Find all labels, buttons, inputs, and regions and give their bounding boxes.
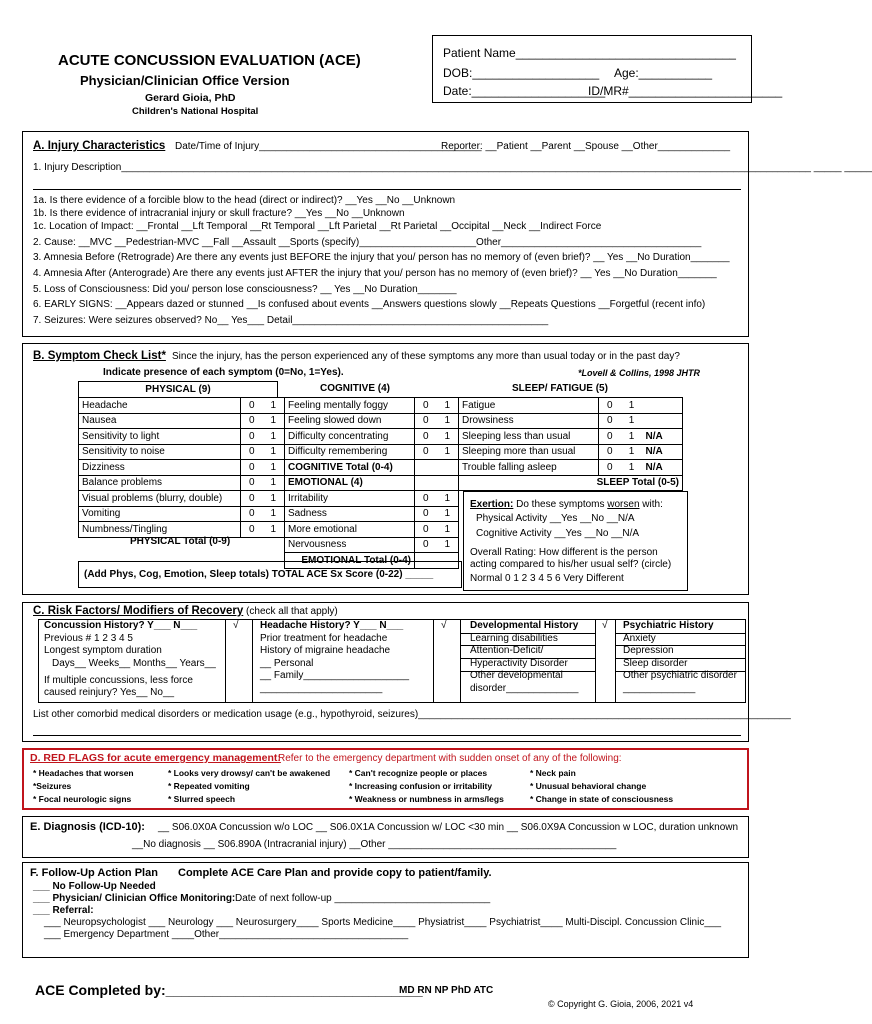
risk-item[interactable]: Other psychiatric disorder: [623, 670, 737, 681]
red-flag-item: * Slurred speech: [168, 794, 236, 804]
score-0[interactable]: 0: [241, 444, 263, 460]
na-cell: [643, 413, 683, 429]
score-0[interactable]: 0: [599, 444, 621, 460]
red-flag-item: *Seizures: [33, 781, 72, 791]
score-1[interactable]: 1: [263, 491, 285, 507]
empty-cell: [263, 537, 285, 553]
cognitive-activity-field[interactable]: Cognitive Activity __Yes __No __N/A: [476, 528, 640, 539]
risk-item[interactable]: Attention-Deficit/: [470, 645, 544, 656]
id-field[interactable]: ID/MR#_______________________: [588, 84, 783, 98]
na-cell: N/A: [643, 444, 683, 460]
grid-divider: [460, 633, 595, 634]
organization: Children's National Hospital: [132, 106, 259, 117]
red-flag-item: * Can't recognize people or places: [349, 768, 488, 778]
score-1[interactable]: 1: [437, 398, 459, 414]
total-cell[interactable]: [437, 460, 459, 476]
table-row: [79, 460, 683, 476]
na-cell: N/A: [643, 429, 683, 445]
emotional-header: EMOTIONAL (4): [285, 475, 415, 491]
score-0[interactable]: 0: [599, 429, 621, 445]
grid-divider: [615, 619, 616, 703]
red-flag-item: * Change in state of consciousness: [530, 794, 674, 804]
risk-item[interactable]: Previous # 1 2 3 4 5: [44, 632, 133, 644]
q3-amnesia-before[interactable]: 3. Amnesia Before (Retrograde) Are there any events just BEFORE the injury that you/ person has no memory of (even brief)? __ Yes __No Duration_______: [33, 252, 730, 263]
risk-item[interactable]: Sleep disorder: [623, 657, 688, 669]
exertion-question: Exertion: Do these symptoms worsen with:: [470, 499, 663, 510]
risk-item[interactable]: History of migraine headache: [260, 645, 391, 656]
grid-divider: [460, 658, 595, 659]
score-1[interactable]: 1: [437, 429, 459, 445]
headache-column: [260, 620, 430, 695]
empty-cell: [415, 475, 437, 491]
physical-symptom: Sensitivity to noise: [79, 444, 241, 460]
score-1[interactable]: 1: [621, 398, 643, 414]
table-row: [79, 429, 683, 445]
comorbid-field[interactable]: List other comorbid medical disorders or medication usage (e.g., hypothyroid, seizures)___________________________________________________________________: [33, 709, 791, 720]
risk-item[interactable]: __ Family___________________: [260, 670, 410, 681]
risk-item[interactable]: Prior treatment for headache: [260, 632, 388, 644]
description-underline: [33, 189, 741, 190]
risk-item[interactable]: Developmental History: [470, 620, 579, 631]
age-field[interactable]: Age:___________: [614, 66, 713, 80]
score-0[interactable]: 0: [415, 398, 437, 414]
grid-divider: [460, 645, 595, 646]
score-1[interactable]: 1: [263, 522, 285, 538]
indicate-instructions: Indicate presence of each symptom (0=No, 1=Yes).: [103, 367, 344, 378]
physical-symptom: Balance problems: [79, 475, 241, 491]
copyright: © Copyright G. Gioia, 2006, 2021 v4: [548, 999, 694, 1009]
score-0[interactable]: 0: [599, 460, 621, 476]
injury-datetime-field[interactable]: Date/Time of Injury________________________________________: [175, 141, 482, 152]
emotional-symptom: More emotional: [285, 522, 415, 538]
score-0[interactable]: 0: [241, 429, 263, 445]
q7-seizures[interactable]: 7. Seizures: Were seizures observed? No__ Yes___ Detail______________________________________________: [33, 315, 549, 326]
score-0[interactable]: 0: [599, 398, 621, 414]
table-row: [79, 475, 683, 491]
check-column-header: √: [233, 620, 239, 631]
risk-item[interactable]: Anxiety: [623, 632, 656, 644]
score-0[interactable]: 0: [415, 444, 437, 460]
score-0[interactable]: 0: [415, 413, 437, 429]
risk-item[interactable]: Hyperactivity Disorder: [470, 657, 568, 669]
multiple-concussions-field[interactable]: If multiple concussions, less force caused reinjury? Yes__ No__: [44, 675, 193, 698]
score-0[interactable]: 0: [415, 537, 437, 553]
form-title: ACUTE CONCUSSION EVALUATION (ACE): [58, 52, 361, 69]
red-flag-item: * Looks very drowsy/ can't be awakened: [168, 768, 331, 778]
score-1[interactable]: 1: [437, 444, 459, 460]
score-0[interactable]: 0: [241, 491, 263, 507]
score-0[interactable]: 0: [241, 460, 263, 476]
author: Gerard Gioia, PhD: [145, 92, 236, 104]
red-flag-item: * Focal neurologic signs: [33, 794, 132, 804]
completed-by-field[interactable]: ACE Completed by:_________________________________: [35, 982, 423, 998]
red-flag-item: * Headaches that worsen: [33, 768, 134, 778]
score-1[interactable]: 1: [621, 460, 643, 476]
section-a-title: A. Injury Characteristics: [33, 140, 166, 152]
table-row: [79, 444, 683, 460]
score-1[interactable]: 1: [437, 522, 459, 538]
risk-item[interactable]: Longest symptom duration: [44, 645, 162, 656]
physical-symptom: Sensitivity to light: [79, 429, 241, 445]
grid-divider: [252, 619, 253, 703]
grid-divider: [595, 619, 596, 703]
reporter-field[interactable]: Reporter: __Patient __Parent __Spouse __Other_____________: [441, 141, 731, 152]
cognitive-symptom: Difficulty remembering: [285, 444, 415, 460]
score-1[interactable]: 1: [263, 460, 285, 476]
q1b[interactable]: 1b. Is there evidence of intracranial injury or skull fracture? __Yes __No __Unknown: [33, 208, 405, 219]
risk-item[interactable]: Days__ Weeks__ Months__ Years__: [52, 657, 216, 669]
sleep-symptom: Sleeping more than usual: [459, 444, 599, 460]
empty-cell: [241, 537, 263, 553]
form-subtitle: Physician/Clinician Office Version: [80, 73, 290, 88]
sleep-total: SLEEP Total (0-5): [459, 475, 683, 491]
followup-none[interactable]: ___ No Follow-Up Needed: [33, 881, 156, 892]
risk-item[interactable]: Concussion History? Y___ N___: [44, 620, 198, 631]
physical-symptom: Headache: [79, 398, 241, 414]
followup-office-date[interactable]: Date of next follow-up ____________________________: [235, 893, 491, 904]
score-1[interactable]: 1: [621, 429, 643, 445]
referral-options[interactable]: ___ Neuropsychologist ___ Neurology ___ Neurosurgery____ Sports Medicine____ Physiatrist____ Psychiatrist____ Multi-Discipl. Concussion Clinic___: [44, 917, 722, 928]
risk-item[interactable]: ______________________: [260, 682, 383, 694]
physical-symptom: Numbness/Tingling: [79, 522, 241, 538]
score-1[interactable]: 1: [621, 413, 643, 429]
score-0[interactable]: 0: [415, 506, 437, 522]
score-0[interactable]: 0: [241, 506, 263, 522]
risk-item[interactable]: __ Personal: [260, 657, 314, 669]
concussion-column: [44, 620, 244, 670]
physical-symptom: Visual problems (blurry, double): [79, 491, 241, 507]
followup-office[interactable]: ___ Physician/ Clinician Office Monitoring:: [33, 893, 236, 904]
score-1[interactable]: 1: [437, 506, 459, 522]
citation: *Lovell & Collins, 1998 JHTR: [578, 368, 701, 378]
grid-divider: [615, 645, 746, 646]
score-0[interactable]: 0: [415, 429, 437, 445]
risk-item[interactable]: disorder_____________: [470, 682, 579, 694]
risk-item[interactable]: Learning disabilities: [470, 632, 558, 644]
emotional-symptom: Sadness: [285, 506, 415, 522]
section-b-intro: Since the injury, has the person experienced any of these symptoms any more than usual today or in the past day?: [172, 351, 680, 362]
physical-symptom: Vomiting: [79, 506, 241, 522]
sleep-symptom: Fatigue: [459, 398, 599, 414]
sleep-symptom: Drowsiness: [459, 413, 599, 429]
sleep-symptom: Trouble falling asleep: [459, 460, 599, 476]
red-flag-item: * Repeated vomiting: [168, 781, 250, 791]
referral-er[interactable]: ___ Emergency Department ____Other__________________________________: [44, 929, 409, 940]
physical-table: [78, 381, 278, 398]
score-0[interactable]: 0: [415, 522, 437, 538]
q2-cause[interactable]: 2. Cause: __MVC __Pedestrian-MVC __Fall __Assault __Sports (specify)_____________________Other____________________________________: [33, 237, 702, 248]
grid-divider: [225, 619, 226, 703]
grid-divider: [460, 619, 461, 703]
q6-early-signs[interactable]: 6. EARLY SIGNS: __Appears dazed or stunned __Is confused about events __Answers questions slowly __Repeats Questions __Forgetful (recent info): [33, 299, 706, 310]
red-flag-item: * Weakness or numbness in arms/legs: [349, 794, 504, 804]
q5-loc[interactable]: 5. Loss of Consciousness: Did you/ person lose consciousness? __ Yes __No Duration_______: [33, 284, 457, 295]
risk-item[interactable]: _____________: [623, 682, 696, 694]
total-ace-score[interactable]: (Add Phys, Cog, Emotion, Sleep totals) TOTAL ACE Sx Score (0-22) _____: [84, 569, 434, 580]
section-f-title: F. Follow-Up Action Plan: [30, 867, 158, 879]
cognitive-symptom: Feeling mentally foggy: [285, 398, 415, 414]
score-1[interactable]: 1: [263, 429, 285, 445]
credentials[interactable]: MD RN NP PhD ATC: [399, 985, 494, 996]
score-0[interactable]: 0: [241, 413, 263, 429]
emotional-symptom: Irritability: [285, 491, 415, 507]
score-1[interactable]: 1: [263, 506, 285, 522]
risk-item[interactable]: Psychiatric History: [623, 620, 714, 631]
grid-divider: [433, 619, 434, 703]
patient-name-field[interactable]: Patient Name_________________________________: [443, 46, 736, 60]
risk-item[interactable]: Other developmental: [470, 670, 563, 681]
red-flag-item: * Unusual behavioral change: [530, 781, 647, 791]
dob-field[interactable]: DOB:___________________: [443, 66, 600, 80]
date-field[interactable]: Date:____________________: [443, 84, 606, 98]
physical-symptom: Dizziness: [79, 460, 241, 476]
section-d-title: D. RED FLAGS for acute emergency management:: [30, 752, 281, 764]
diagnosis-options-2[interactable]: __No diagnosis __ S06.890A (Intracranial injury) __Other _________________________________________: [132, 839, 617, 850]
physical-total: PHYSICAL Total (0-9): [130, 536, 231, 547]
q1c[interactable]: 1c. Location of Impact: __Frontal __Lft Temporal __Rt Temporal __Lft Parietal __Rt Parietal __Occipital __Neck __Indirect Force: [33, 221, 602, 232]
overall-rating-scale[interactable]: Normal 0 1 2 3 4 5 6 Very Different: [470, 573, 624, 584]
table-row: [79, 398, 683, 414]
empty-cell: [437, 475, 459, 491]
na-cell: [643, 398, 683, 414]
risk-item[interactable]: Headache History? Y___ N___: [260, 620, 404, 631]
score-1[interactable]: 1: [263, 444, 285, 460]
cognitive-total: COGNITIVE Total (0-4): [285, 460, 415, 476]
red-flag-item: * Increasing confusion or irritability: [349, 781, 493, 791]
physical-activity-field[interactable]: Physical Activity __Yes __No __N/A: [476, 513, 635, 524]
physical-header: PHYSICAL (9): [79, 382, 278, 398]
score-0[interactable]: 0: [241, 475, 263, 491]
emotional-total: EMOTIONAL Total (0-4): [285, 553, 415, 569]
na-cell: N/A: [643, 460, 683, 476]
q4-amnesia-after[interactable]: 4. Amnesia After (Anterograde) Are there any events just AFTER the injury that you/ person has no memory of (even brief)? __ Yes __No Duration_______: [33, 268, 717, 279]
section-b-title: B. Symptom Check List*: [33, 350, 166, 362]
check-column-header: √: [602, 620, 608, 631]
section-c-title: C. Risk Factors/ Modifiers of Recovery (check all that apply): [33, 605, 338, 617]
check-column-header: √: [441, 620, 447, 631]
score-1[interactable]: 1: [621, 444, 643, 460]
score-1[interactable]: 1: [263, 413, 285, 429]
grid-divider: [615, 671, 746, 672]
score-0[interactable]: 0: [241, 398, 263, 414]
q1a[interactable]: 1a. Is there evidence of a forcible blow to the head (direct or indirect)? __Yes __No __Unknown: [33, 195, 456, 206]
score-1[interactable]: 1: [263, 475, 285, 491]
overall-rating: Overall Rating: How different is the person acting compared to his/her usual self? (circle): [470, 547, 672, 570]
cognitive-symptom: Difficulty concentrating: [285, 429, 415, 445]
cognitive-header: COGNITIVE (4): [320, 383, 391, 394]
injury-description-field[interactable]: 1. Injury Description____________________________________________________________________________________________________________________________ _____ _____: [33, 162, 872, 173]
score-0[interactable]: 0: [599, 413, 621, 429]
sleep-symptom: Sleeping less than usual: [459, 429, 599, 445]
score-1[interactable]: 1: [437, 491, 459, 507]
emotional-symptom: Nervousness: [285, 537, 415, 553]
cognitive-symptom: Feeling slowed down: [285, 413, 415, 429]
sleep-header: SLEEP/ FATIGUE (5): [512, 383, 608, 394]
risk-item[interactable]: Depression: [623, 645, 674, 656]
section-d-intro: Refer to the emergency department with sudden onset of any of the following:: [278, 753, 622, 764]
section-e-title: E. Diagnosis (ICD-10):: [30, 821, 145, 833]
grid-divider: [615, 658, 746, 659]
comorbid-underline: [33, 735, 741, 736]
score-0[interactable]: 0: [241, 522, 263, 538]
table-row: [79, 413, 683, 429]
grid-divider: [460, 671, 595, 672]
total-cell[interactable]: [415, 460, 437, 476]
grid-divider: [615, 633, 746, 634]
score-1[interactable]: 1: [437, 537, 459, 553]
score-1[interactable]: 1: [437, 413, 459, 429]
score-0[interactable]: 0: [415, 491, 437, 507]
care-plan-instruction: Complete ACE Care Plan and provide copy to patient/family.: [178, 867, 492, 879]
physical-symptom: Nausea: [79, 413, 241, 429]
diagnosis-options-1[interactable]: __ S06.0X0A Concussion w/o LOC __ S06.0X1A Concussion w/ LOC <30 min __ S06.0X9A Concussion w LOC, duration unknown: [158, 822, 739, 833]
followup-referral[interactable]: ___ Referral:: [33, 905, 94, 916]
score-1[interactable]: 1: [263, 398, 285, 414]
red-flag-item: * Neck pain: [530, 768, 576, 778]
